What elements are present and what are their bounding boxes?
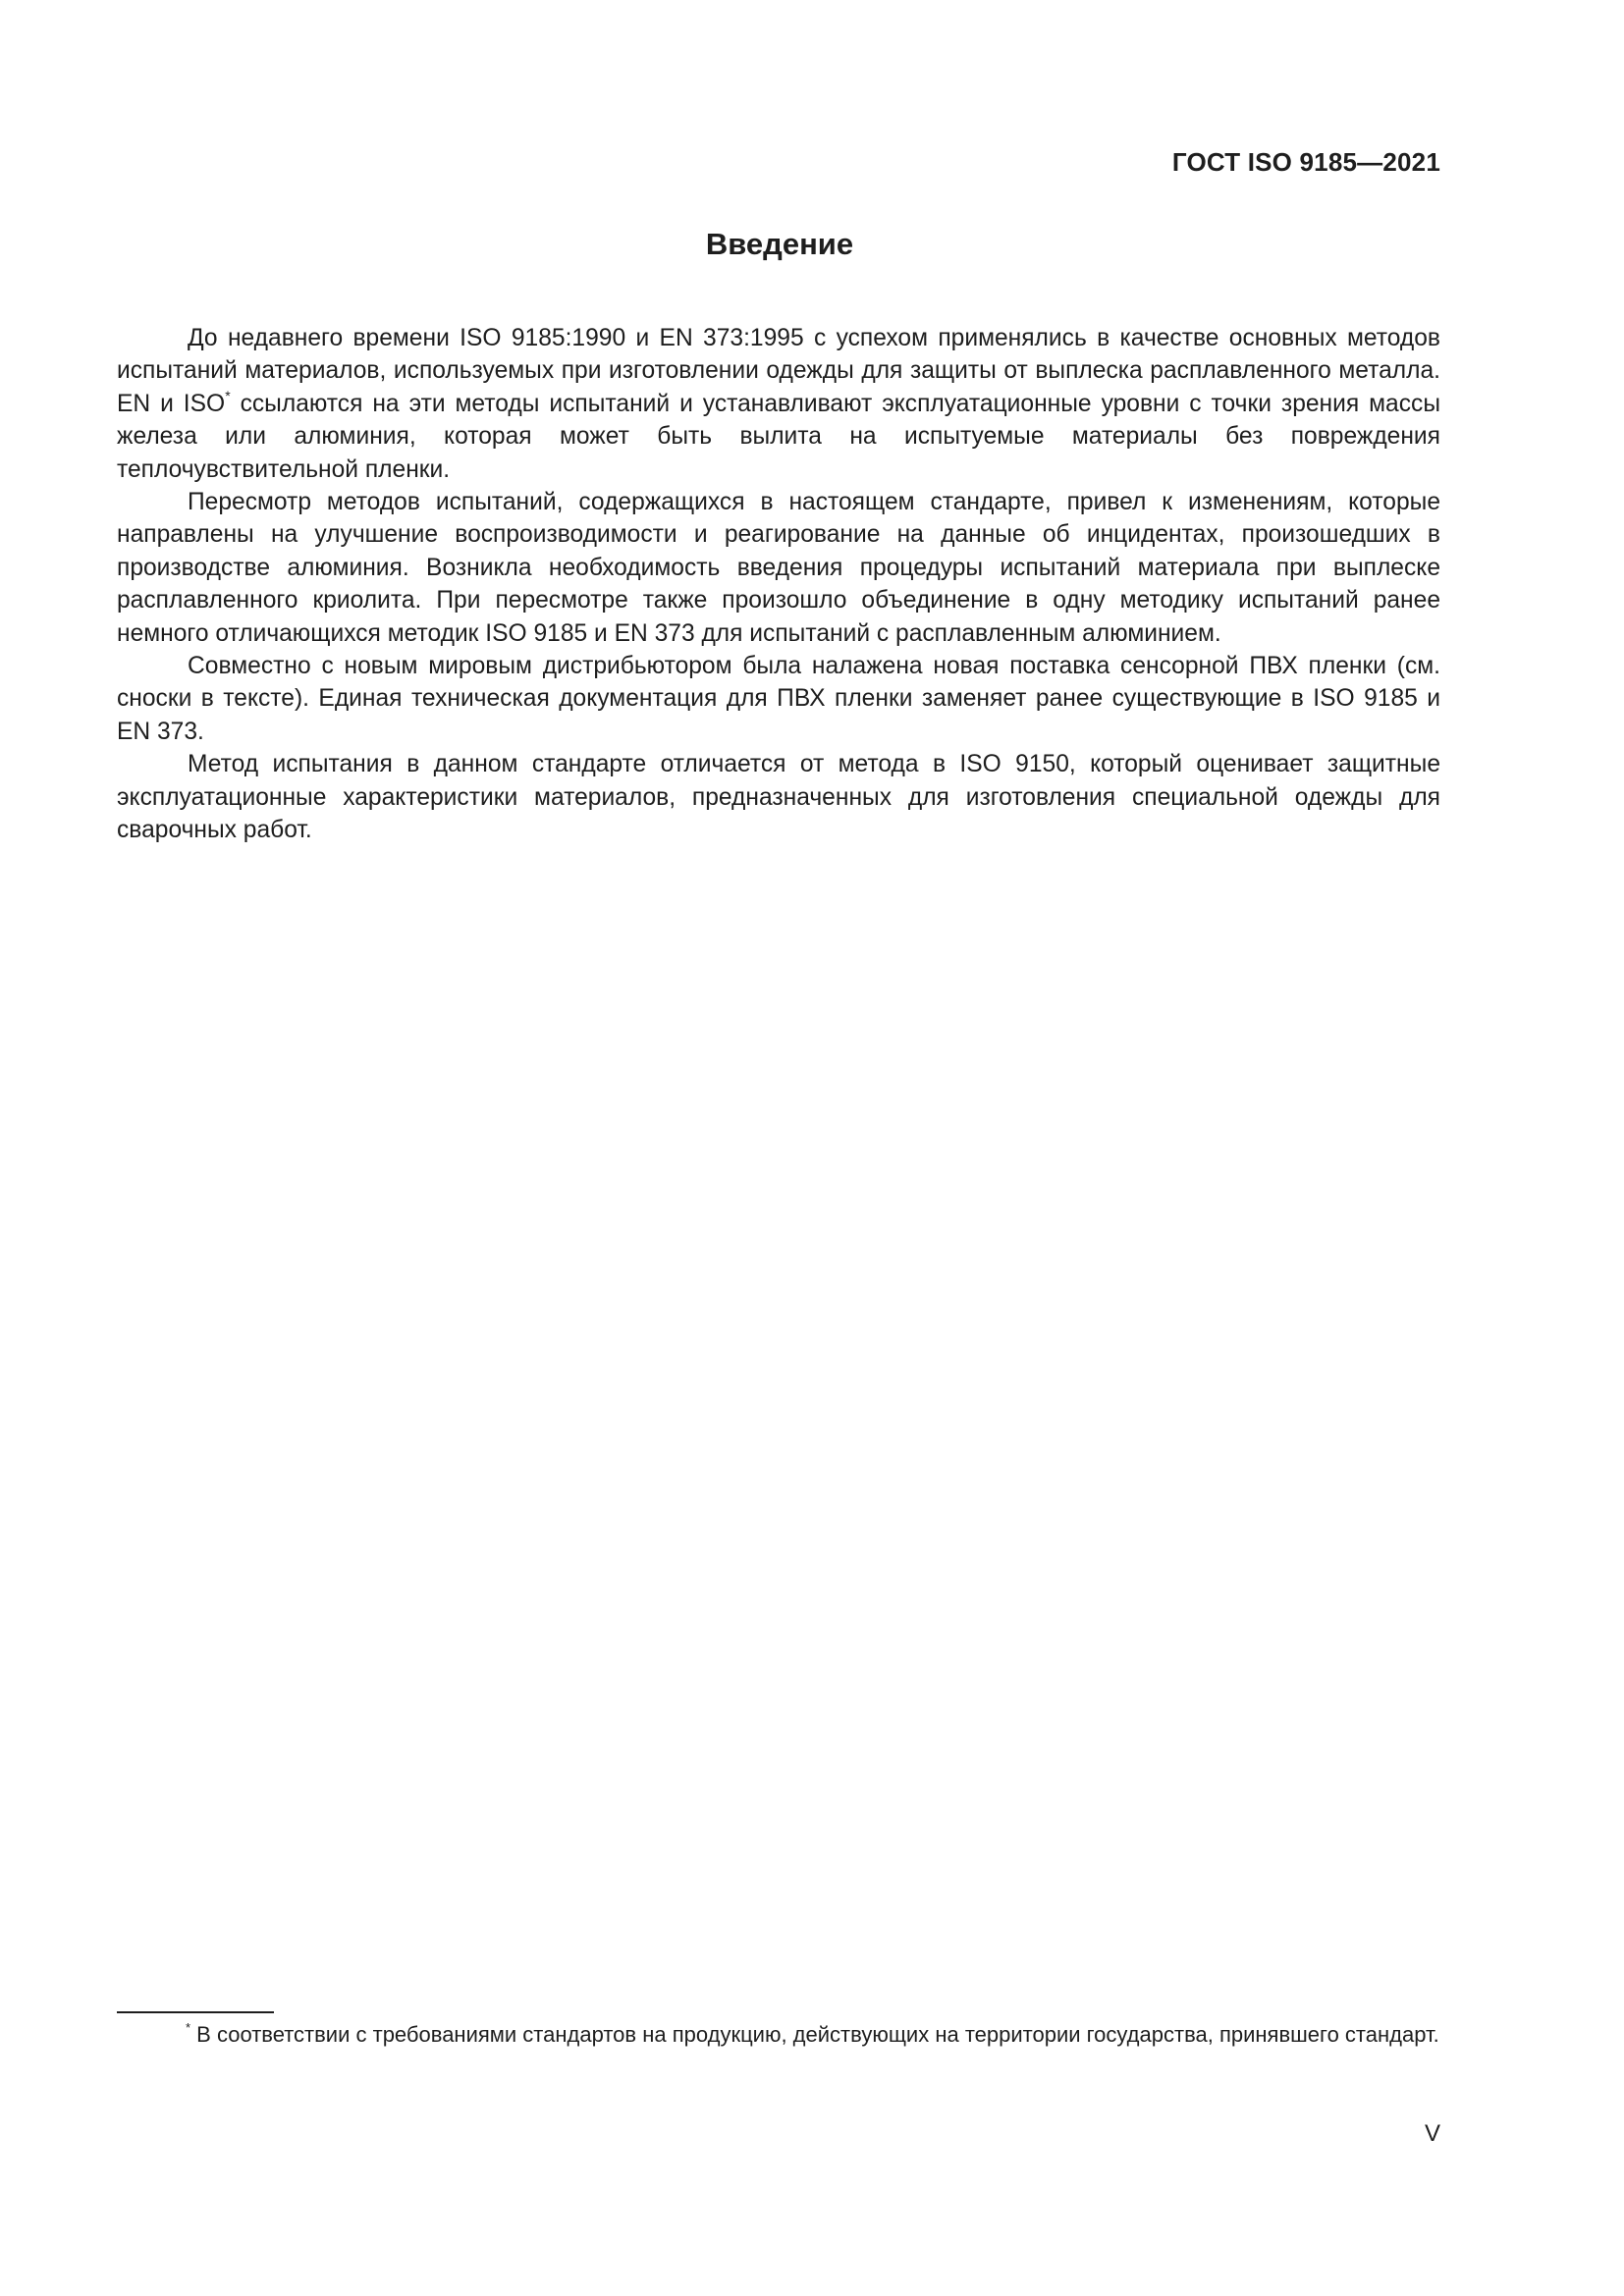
paragraph-4: Метод испытания в данном стандарте отличается от метода в ISO 9150, который оценивает защитные эксплуатационные характеристики материалов, предназначенных для изготовления специальной одежды для сварочных работ. (117, 751, 1440, 844)
footnote-reference: * (225, 387, 231, 403)
footnote-rule (117, 2011, 274, 2013)
page-number: V (1424, 2120, 1440, 2147)
paragraph-1-text-before: До недавнего времени ISO 9185:1990 и EN 373:1995 с успехом применялись в качестве основных методов испытаний материалов, используемых при изготовлении одежды для защиты от выплеска расплавленного металла. EN и ISO (117, 325, 1440, 417)
paragraph-1 (117, 322, 1440, 486)
paragraph-2: Пересмотр методов испытаний, содержащихся в настоящем стандарте, привел к изменениям, которые направлены на улучшение воспроизводимости и реагирование на данные об инцидентах, произошедших в производстве алюминия. Возникла необходимость введения процедуры испытаний материала при выплеске расплавленного криолита. При пересмотре также произошло объединение в одну методику испытаний ранее немного отличающихся методик ISO 9185 и EN 373 для испытаний с расплавленным алюминием. (117, 489, 1440, 647)
paragraph-3: Совместно с новым мировым дистрибьютором была налажена новая поставка сенсорной ПВХ пленки (см. сноски в тексте). Единая техническая документация для ПВХ пленки заменяет ранее существующие в ISO 9185 и EN 373. (117, 653, 1440, 745)
footnote-text: В соответствии с требованиями стандартов на продукцию, действующих на территории государства, принявшего стандарт. (190, 2022, 1439, 2047)
body-text (117, 322, 1440, 847)
footnote (117, 2019, 1440, 2050)
header-document-code: ГОСТ ISO 9185—2021 (1171, 147, 1440, 177)
footnote-mark: * (186, 2020, 191, 2035)
page-title: Введение (705, 227, 854, 261)
paragraph-1-text-after: ссылаются на эти методы испытаний и устанавливают эксплуатационные уровни с точки зрения массы железа или алюминия, которая может быть вылита на испытуемые материалы без повреждения теплочувствительной пленки. (117, 390, 1440, 483)
